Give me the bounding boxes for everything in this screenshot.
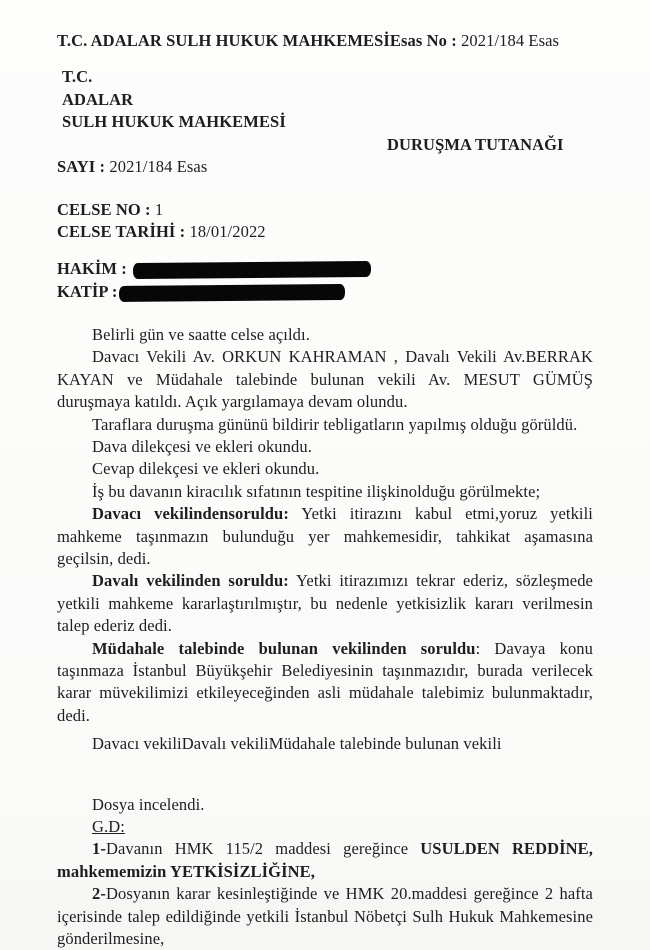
paragraph-notifications xyxy=(57,414,593,436)
session-date-value: 18/01/2022 xyxy=(185,221,266,241)
decision-number: 2- xyxy=(92,884,106,904)
paragraph-text: Taraflara duruşma gününü bildirir tebligatların yapılmış olduğu görüldü. xyxy=(92,414,578,434)
paragraph-lead: Davacı vekilindensoruldu: xyxy=(92,504,289,524)
paragraph-text: Davacı Vekili Av. ORKUN KAHRAMAN , Davalı Vekili Av.BERRAK KAYAN ve Müdahale talebinde bulunan vekili Av. MESUT GÜMÜŞ duruşmaya katıldı. Açık yargılamaya devam olundu. xyxy=(57,347,593,412)
court-name-block xyxy=(57,66,593,134)
decision-item-1 xyxy=(57,838,593,883)
session-number-line xyxy=(57,199,593,221)
gd-label: G.D: xyxy=(92,817,125,837)
paragraph-text: Dava dilekçesi ve ekleri okundu. xyxy=(92,436,312,456)
signature-parties-line: Davacı vekiliDavalı vekiliMüdahale talebinde bulunan vekili xyxy=(92,734,502,754)
paragraph-session-opened xyxy=(57,324,593,346)
file-reviewed-line: Dosya incelendi. xyxy=(92,794,205,814)
paragraph-case-subject xyxy=(57,481,593,503)
paragraph-text: İş bu davanın kiracılık sıfatının tespitine ilişkinolduğu görülmekte; xyxy=(92,481,541,501)
decision-text: Dosyanın karar kesinleştiğinde ve HMK 20.maddesi gereğince 2 hafta içerisinde talep edildiğinde yetkili İstanbul Nöbetçi Sulh Hukuk Mahkemesine gönderilmesine, xyxy=(57,884,593,949)
decision-text: Davanın HMK 115/2 maddesi gereğince xyxy=(105,839,421,859)
case-number-value: 2021/184 Esas xyxy=(105,156,208,176)
paragraph-text: Yetki itirazımızı tekrar ederiz, sözleşmede yetkili mahkeme kararlaştırılmıştır, bu nedenle yetkisizlik kararı verilmesin talep ederiz dedi. xyxy=(57,571,593,636)
officials-block xyxy=(57,257,593,303)
paragraph-lead: Müdahale talebinde bulunan vekilinden soruldu xyxy=(92,638,476,658)
paragraph-text: Belirli gün ve saatte celse açıldı. xyxy=(92,324,310,344)
paragraph-petition-read xyxy=(57,436,593,458)
decision-ruling-bold: USULDEN REDDİNE, mahkememizin YETKİSİZLİĞİNE, xyxy=(57,839,593,881)
paragraph-response-read xyxy=(57,458,593,480)
paragraph-text: Cevap dilekçesi ve ekleri okundu. xyxy=(92,459,320,479)
court-line-name: SULH HUKUK MAHKEMESİ xyxy=(62,112,286,132)
paragraph-text: Yetki itirazını kabul etmi,yoruz yetkili mahkeme taşınmazın bulunduğu yer mahkemesidir, tahkikat aşamasına geçilsin, dedi. xyxy=(57,504,593,568)
paragraph-attendees xyxy=(57,346,593,413)
paragraph-text: : Davaya konu taşınmaza İstanbul Büyükşehir Belediyesinin taşınmazıdır, burada verilecek karar müvekilimizi etkileyeceğinden asli müdahale talebimiz bulunmaktadır, dedi. xyxy=(57,638,593,725)
hearing-minutes-body xyxy=(57,324,593,950)
clerk-name-redaction-bar xyxy=(119,284,345,302)
reference-label: T.C. ADALAR SULH HUKUK MAHKEMESİEsas No : xyxy=(57,31,457,50)
case-number-line xyxy=(57,156,593,178)
judge-line xyxy=(57,257,593,280)
paragraph-defendant-statement xyxy=(57,570,593,637)
court-line-tc: T.C. xyxy=(62,67,93,87)
case-number-label: SAYI : xyxy=(57,156,106,176)
decision-item-2 xyxy=(57,883,593,950)
paragraph-plaintiff-statement xyxy=(57,503,593,570)
document-title: DURUŞMA TUTANAĞI xyxy=(387,134,564,154)
session-date-label: CELSE TARİHİ : xyxy=(57,221,186,241)
clerk-label: KATİP : xyxy=(57,281,118,301)
document-reference-line xyxy=(57,30,593,52)
interim-decision-heading xyxy=(57,816,593,838)
judge-label: HAKİM : xyxy=(57,258,127,278)
court-line-district: ADALAR xyxy=(62,89,134,109)
decision-number: 1- xyxy=(92,839,106,859)
judge-name-redaction-bar xyxy=(133,261,371,279)
session-number-value: 1 xyxy=(150,199,164,219)
paragraph-lead: Davalı vekilinden soruldu: xyxy=(92,571,289,591)
session-info-block xyxy=(57,199,593,243)
session-number-label: CELSE NO : xyxy=(57,199,151,219)
clerk-line xyxy=(57,280,593,303)
reference-value: 2021/184 Esas xyxy=(456,31,560,50)
session-date-line xyxy=(57,221,593,243)
paragraph-intervenor-statement xyxy=(57,638,593,728)
